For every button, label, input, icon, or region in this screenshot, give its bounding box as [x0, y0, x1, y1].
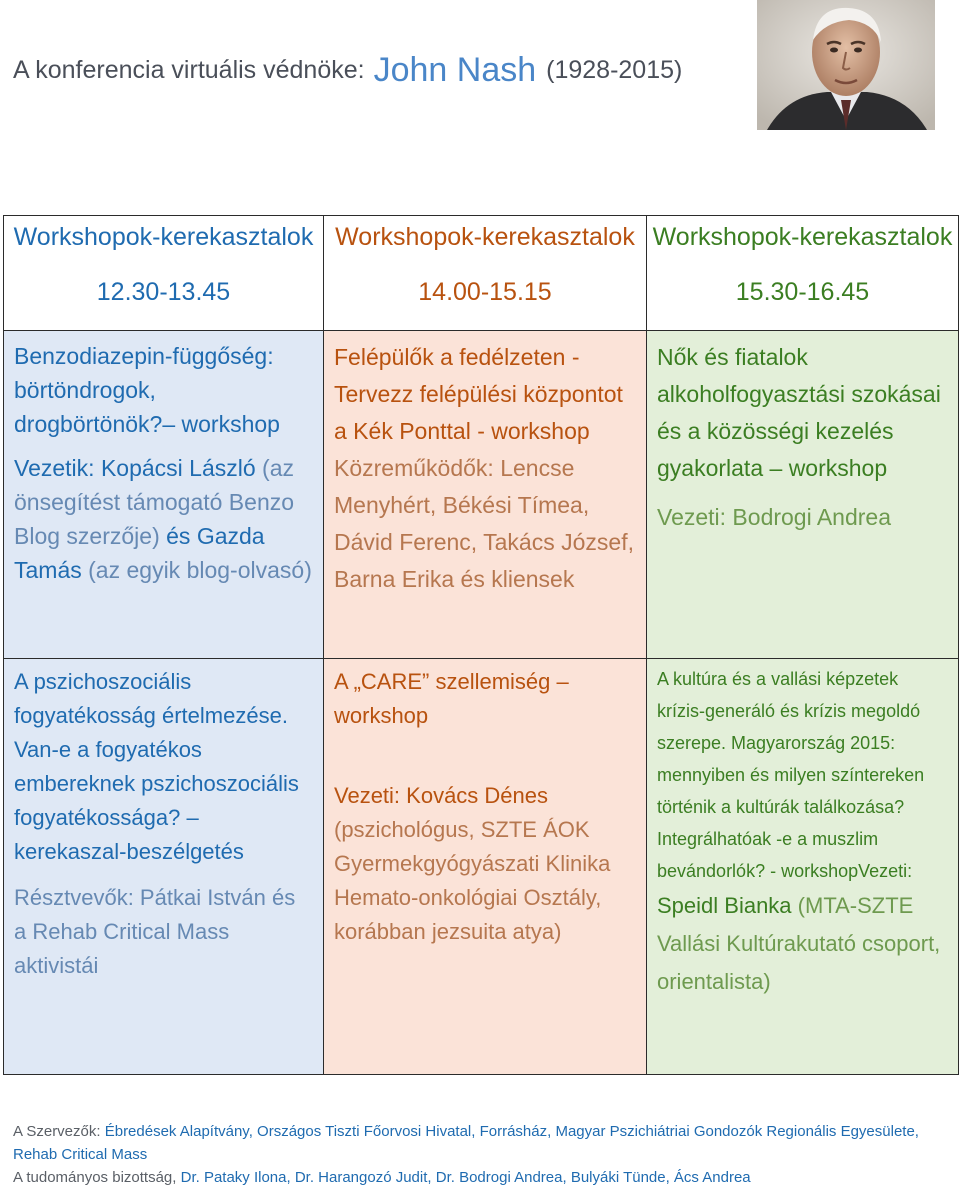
- patron-name: John Nash: [373, 50, 537, 89]
- session-title: A pszichoszociális fogyatékosság értelmezése. Van-e a fogyatékos embereknek pszichoszociális fogyatékossága? – kerekaszal-beszélgetés: [14, 669, 299, 864]
- conference-patron-line: [13, 40, 733, 100]
- session-title: Benzodiazepin-függőség: börtöndrogok, drogbörtönök?– workshop: [14, 343, 280, 437]
- committee-line: [13, 1166, 948, 1189]
- session-pszichoszocialis: [4, 659, 324, 1075]
- session-care: [324, 659, 647, 1075]
- session-title: A „CARE” szellemiség – workshop: [334, 669, 569, 728]
- session-leaders: [14, 451, 313, 587]
- leader-note: (az egyik blog-olvasó): [88, 557, 312, 583]
- workshop-schedule-table: [3, 215, 959, 1075]
- column-time: 12.30-13.45: [96, 278, 231, 306]
- organizers-list: Ébredések Alapítvány, Országos Tiszti Főorvosi Hivatal, Forrásház, Magyar Pszichiátriai Gondozók Regionális Egyesülete, Rehab Critical Mass: [13, 1123, 919, 1163]
- session-felepulok: [324, 331, 647, 659]
- session-leader: [657, 887, 948, 1001]
- leaders-conjunction: és: [166, 523, 191, 549]
- organizers-footer: [13, 1120, 948, 1189]
- leader-note: (az önsegítést támogató Benzo Blog szerzője): [14, 455, 295, 549]
- committee-list: Dr. Pataky Ilona, Dr. Harangozó Judit, Dr. Bodrogi Andrea, Bulyáki Tünde, Ács Andrea: [180, 1169, 751, 1186]
- column-title: Workshopok-kerekasztalok: [13, 223, 314, 251]
- session-kultura-vallas: [647, 659, 959, 1075]
- column-time: 14.00-15.15: [418, 278, 552, 306]
- leaders-label: Vezetik:: [14, 455, 95, 481]
- column-header-2: [324, 216, 647, 331]
- session-nok-es-fiatalok: [647, 331, 959, 659]
- organizers-label: A Szervezők:: [13, 1123, 101, 1140]
- session-title: Nők és fiatalok alkoholfogyasztási szokásai és a közösségi kezelés gyakorlata – workshop: [657, 344, 941, 481]
- patron-lead-text: A konferencia virtuális védnöke:: [13, 55, 365, 84]
- session-leader: Vezeti: Bodrogi Andrea: [657, 504, 891, 530]
- session-benzodiazepin: [4, 331, 324, 659]
- session-leader-note: (pszichológus, SZTE ÁOK Gyermekgyógyászati Klinika Hemato-onkológiai Osztály, korábban jezsuita atya): [334, 817, 611, 944]
- session-participants: Résztvevők: Pátkai István és a Rehab Critical Mass aktivistái: [14, 885, 296, 978]
- leader-name: Kopácsi László: [100, 455, 256, 481]
- patron-portrait-photo: [757, 0, 935, 130]
- session-leader: Vezeti: Kovács Dénes: [334, 783, 549, 808]
- session-title: Felépülők a fedélzeten - Tervezz felépülési központot a Kék Ponttal - workshop: [334, 344, 623, 444]
- column-header-3: [647, 216, 959, 331]
- column-title: Workshopok-kerekasztalok: [335, 223, 635, 251]
- leader-note: (MTA-SZTE Vallási Kultúrakutató csoport, orientalista): [657, 893, 941, 994]
- column-time: 15.30-16.45: [735, 278, 870, 306]
- leader-name: Speidl Bianka: [657, 893, 792, 918]
- organizers-line: [13, 1120, 948, 1166]
- session-contributors: Közreműködők: Lencse Menyhért, Békési Tímea, Dávid Ferenc, Takács József, Barna Erika és kliensek: [334, 455, 634, 592]
- session-title: A kultúra és a vallási képzetek krízis-generáló és krízis megoldó szerepe. Magyarország 2015: mennyiben és milyen színtereken történik a kultúrák találkozása? Integrálhatóak -e a muszlim bevándorlók? - workshopVezeti:: [657, 669, 925, 881]
- leader-name: Gazda Tamás: [14, 523, 265, 583]
- column-header-1: [4, 216, 324, 331]
- column-title: Workshopok-kerekasztalok: [652, 223, 953, 251]
- committee-label: A tudományos bizottság,: [13, 1169, 177, 1186]
- patron-years: (1928-2015): [546, 55, 683, 84]
